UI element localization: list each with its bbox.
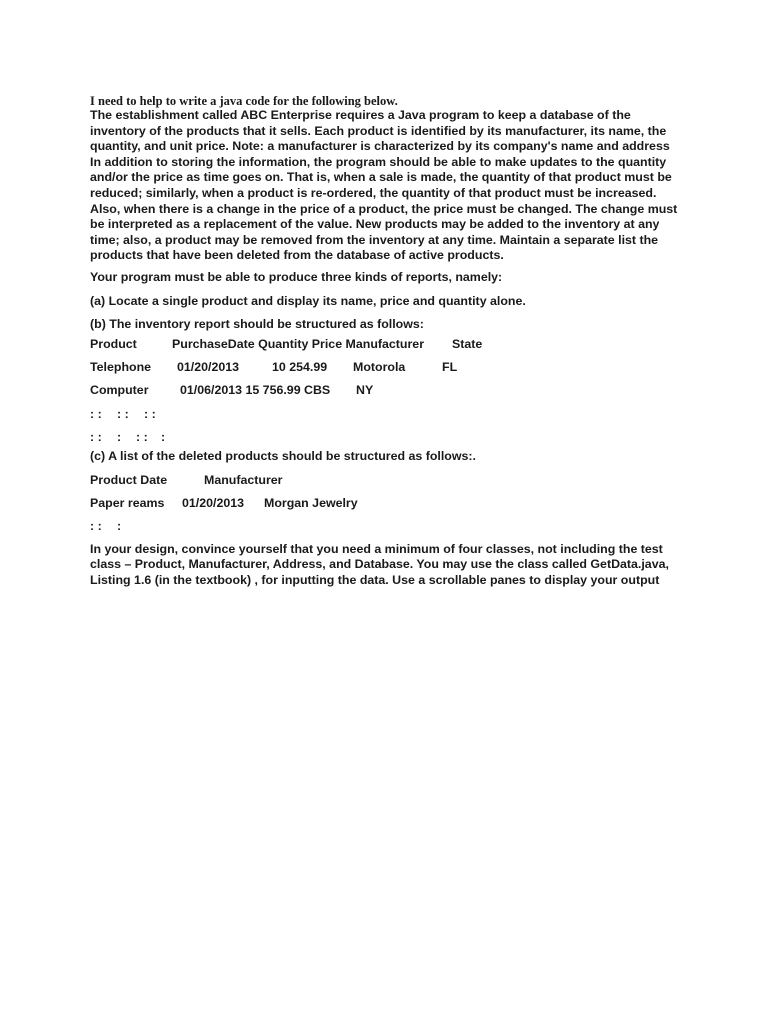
inventory-row — [90, 356, 680, 379]
inventory-cell: : : — [136, 429, 148, 444]
report-item-b: (b) The inventory report should be structured as follows: — [90, 317, 424, 332]
inventory-cell: : : — [90, 406, 102, 421]
inventory-cell: NY — [356, 383, 374, 398]
inventory-cell: 01/20/2013 — [177, 360, 240, 375]
intro-paragraph: The establishment called ABC Enterprise requires a Java program to keep a database of the inventory of the products that it sells. Each product is identified by its manufacturer, its name, the quantity, and unit price. Note: a manufacturer is characterized by its company's name and address In addition to storing the information, the program should be able to make updates to the quantity and/or the price as time goes on. That is, when a sale is made, the quantity of that product must be reduced; similarly, when a product is re-ordered, the quantity of that product must be increased. Also, when there is a change in the price of a product, the price must be changed. The change must be interpreted as a replacement of the value. New products may be added to the inventory at any time; also, a product may be removed from the inventory at any time. Maintain a separate list the products that have been deleted from the database of active products. — [90, 108, 678, 263]
inventory-cell: Computer — [90, 383, 149, 398]
deleted-cell: : — [117, 519, 122, 534]
deleted-cell: 01/20/2013 — [182, 496, 245, 511]
inventory-cell: : — [161, 429, 166, 444]
inventory-cell: FL — [442, 360, 458, 375]
reports-intro: Your program must be able to produce three kinds of reports, namely: — [90, 269, 503, 284]
inventory-report-example — [90, 333, 680, 449]
deleted-cell: Product Date — [90, 472, 168, 487]
deleted-header-row — [90, 469, 680, 492]
deleted-cell: : : — [90, 519, 102, 534]
request-heading: I need to help to write a java code for the following below. — [90, 94, 398, 108]
inventory-cell: Motorola — [353, 360, 406, 375]
inventory-row — [90, 379, 680, 402]
inventory-cell: 10 254.99 — [272, 360, 328, 375]
inventory-ellipsis-row — [90, 426, 680, 449]
inventory-cell: Product — [90, 336, 137, 351]
inventory-cell: : : — [144, 406, 156, 421]
report-item-c: (c) A list of the deleted products should be structured as follows:. — [90, 449, 476, 464]
inventory-cell: PurchaseDate Quantity Price Manufacturer — [172, 336, 425, 351]
deleted-cell: Manufacturer — [204, 472, 283, 487]
inventory-ellipsis-row — [90, 403, 680, 426]
inventory-cell: : : — [90, 429, 102, 444]
inventory-cell: Telephone — [90, 360, 152, 375]
inventory-cell: : — [117, 429, 122, 444]
deleted-row — [90, 492, 680, 515]
deleted-cell: Paper reams — [90, 496, 165, 511]
report-item-a: (a) Locate a single product and display its name, price and quantity alone. — [90, 293, 526, 308]
deleted-ellipsis-row — [90, 515, 680, 538]
document-page — [90, 94, 680, 588]
inventory-cell: : : — [117, 406, 129, 421]
deleted-cell: Morgan Jewelry — [264, 496, 358, 511]
deleted-products-example — [90, 469, 680, 539]
inventory-cell: State — [452, 336, 483, 351]
inventory-cell: 01/06/2013 15 756.99 CBS — [180, 383, 331, 398]
inventory-header-row — [90, 333, 680, 356]
closing-paragraph: In your design, convince yourself that you need a minimum of four classes, not including the test class – Product, Manufacturer, Address, and Database. You may use the class called GetData.java, Listing 1.6 (in the textbook) , for inputting the data. Use a scrollable panes to display your output — [90, 541, 669, 587]
